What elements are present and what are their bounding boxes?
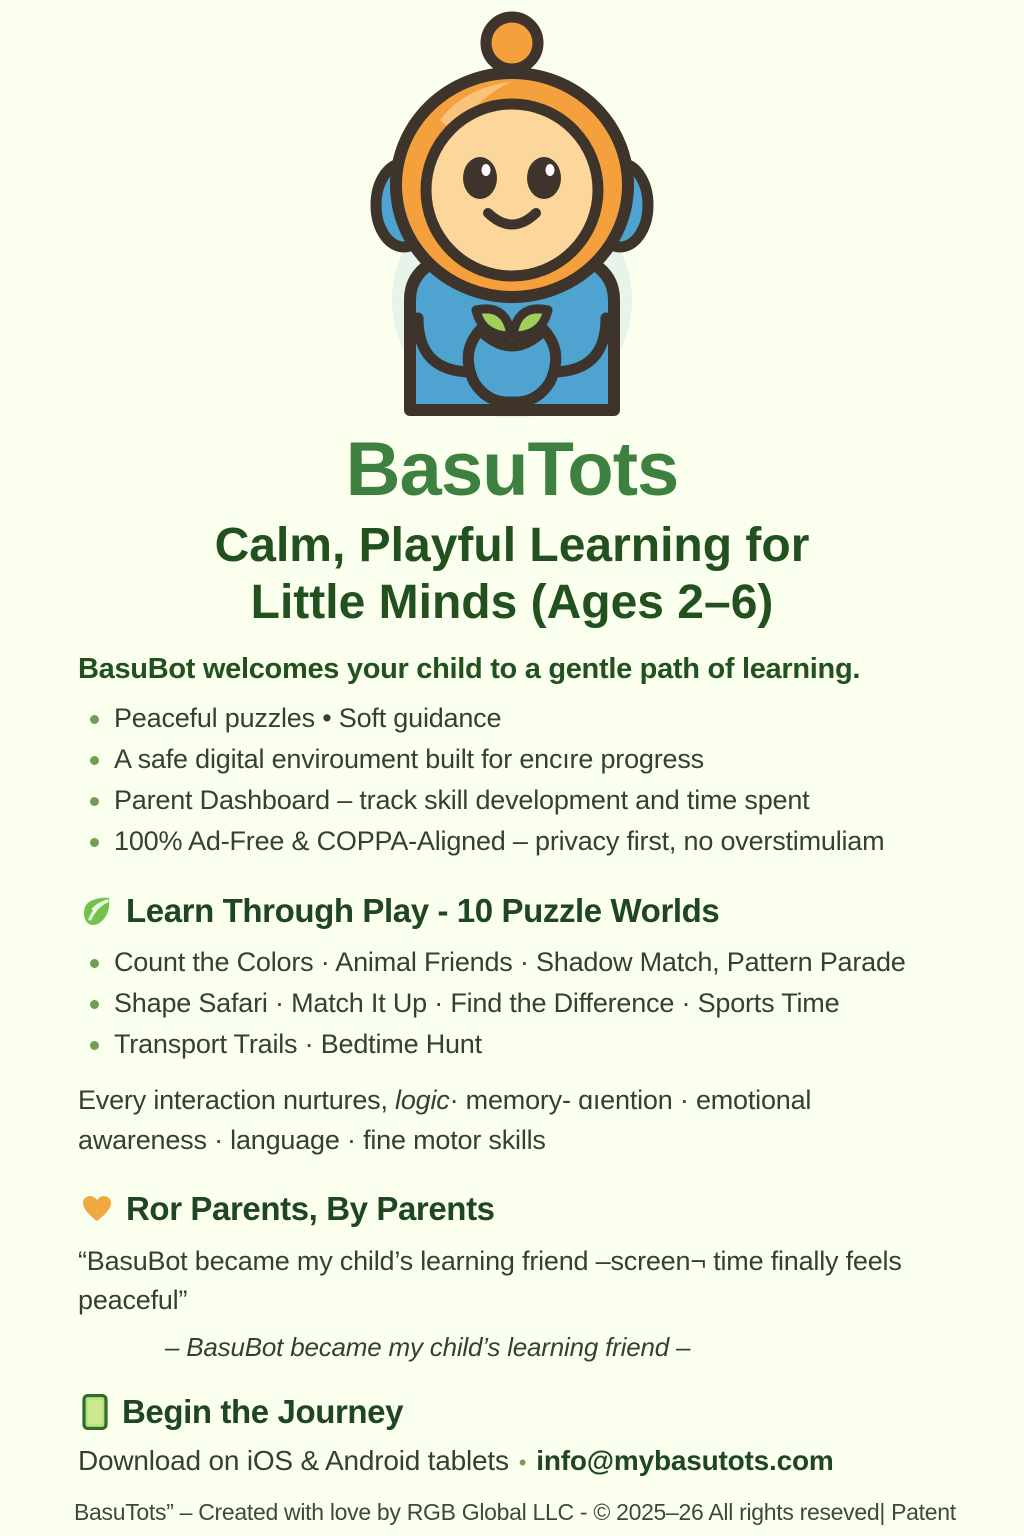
subtitle-line-2: Little Minds (Ages 2–6) xyxy=(250,575,774,629)
list-item xyxy=(84,942,1024,983)
worlds-line-1-italic: Match xyxy=(639,947,713,978)
nurture-paragraph xyxy=(78,1081,938,1159)
leaf-icon xyxy=(82,895,112,927)
mascot-illustration xyxy=(0,0,1024,420)
list-item: Peaceful puzzles • Soft guidance xyxy=(84,698,1024,739)
worlds-line-1-pre: Count the Colors · Animal Friends · Shadow xyxy=(114,947,640,978)
nurture-italic: logic xyxy=(395,1085,450,1116)
section-heading-label: Begin the Journey xyxy=(122,1393,404,1431)
tablet-icon xyxy=(82,1394,108,1430)
worlds-line-1-post: , Pattern Parade xyxy=(712,947,906,978)
page-subtitle xyxy=(0,518,1024,631)
page-title: BasuTots xyxy=(345,427,679,512)
list-item: Shape Safari · Match It Up · Find the Difference · Sports Time xyxy=(84,983,1024,1024)
list-item: 100% Ad-Free & COPPA-Aligned – privacy first, no overstimuliam xyxy=(84,821,1024,862)
list-item: Parent Dashboard – track skill development and time spent xyxy=(84,780,1024,821)
section-heading-begin-the-journey xyxy=(82,1393,1024,1431)
hands xyxy=(468,330,556,402)
separator-dot: • xyxy=(518,1450,527,1476)
testimonial-attribution: – BasuBot became my child’s learning friend – xyxy=(165,1332,691,1363)
section-heading-label: Learn Through Play - 10 Puzzle Worlds xyxy=(126,892,720,930)
section-heading-learn-through-play xyxy=(82,892,1024,930)
eye-right-glint xyxy=(546,164,555,176)
testimonial-quote: “BasuBot became my child’s learning friend –screen¬ time finally feels peaceful” xyxy=(78,1245,902,1315)
list-item: A safe digital enviroument built for encıre progress xyxy=(84,739,1024,780)
nurture-pre: Every interaction nurtures, xyxy=(78,1085,396,1116)
basubot-svg xyxy=(332,0,692,420)
face-plate xyxy=(426,104,598,276)
lede-text: BasuBot welcomes your child to a gentle path of learning. xyxy=(78,653,861,686)
intro-bullet-list xyxy=(84,698,1024,862)
list-item: Transport Trails · Bedtime Hunt xyxy=(84,1024,1024,1065)
download-cta xyxy=(78,1445,1024,1477)
download-text: Download on iOS & Android tablets xyxy=(78,1445,509,1477)
eye-left xyxy=(463,157,497,199)
eye-left-glint xyxy=(482,164,491,176)
eye-right xyxy=(527,157,561,199)
puzzle-worlds-list xyxy=(84,942,1024,1065)
subtitle-line-1: Calm, Playful Learning for xyxy=(214,519,810,572)
heart-icon xyxy=(82,1195,112,1223)
section-heading-for-parents xyxy=(82,1190,1024,1228)
section-heading-label: Ror Parents, By Parents xyxy=(126,1189,495,1227)
antenna-ball xyxy=(486,17,538,69)
nurture-post: · memory- ɑıention · emotional awareness · language · fine motor skills xyxy=(78,1085,812,1155)
contact-email[interactable]: info@mybasutots.com xyxy=(536,1445,834,1477)
legal-footer: BasuTots” – Created with love by RGB Global LLC - © 2025–26 All rights reseved| Patent xyxy=(74,1499,956,1526)
